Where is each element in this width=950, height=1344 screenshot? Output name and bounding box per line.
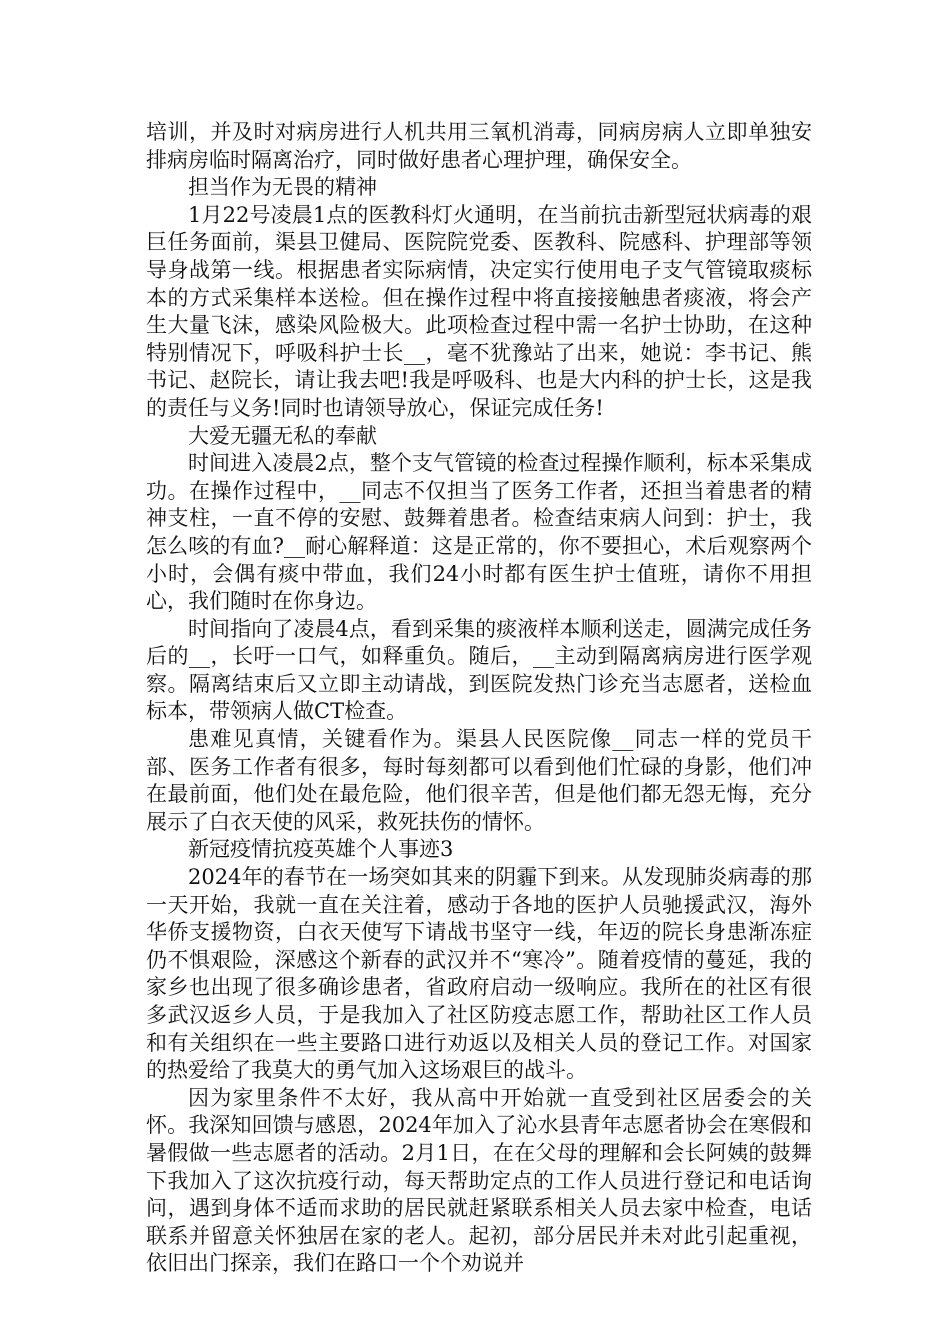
paragraph-4: 时间指向了凌晨4点，看到采集的痰液样本顺利送走，圆满完成任务后的__，长吁一口气，如释重负。随后，__主动到隔离病房进行医学观察。隔离结束后又立即主动请战，到医院发热门诊充当志愿者，送检血标本，带领病人做CT检查。 xyxy=(146,616,812,724)
section-heading-courage: 担当作为无畏的精神 xyxy=(188,175,377,200)
paragraph-5: 患难见真情，关键看作为。渠县人民医院像__同志一样的党员干部、医务工作者有很多，每时每刻都可以看到他们忙碌的身影，他们冲在最前面，他们处在最危险，他们很辛苦，但是他们都无怨无悔，充分展示了白衣天使的风采，救死扶伤的情怀。 xyxy=(146,727,812,834)
paragraph-1: 培训，并及时对病房进行人机共用三氧机消毒，同病房病人立即单独安排病房临时隔离治疗，同时做好患者心理护理，确保安全。 xyxy=(146,120,812,172)
paragraph-6: 2024年的春节在一场突如其来的阴霾下到来。从发现肺炎病毒的那一天开始，我就一直在关注着，感动于各地的医护人员驰援武汉，海外华侨支援物资，白衣天使写下请战书坚守一线，年迈的院长身患渐冻症仍不惧艰险，深感这个新春的武汉并不“寒冷”。随着疫情的蔓延，我的家乡也出现了很多确诊患者，省政府启动一级响应。我所在的社区有很多武汉返乡人员，于是我加入了社区防疫志愿工作，帮助社区工作人员和有关组织在一些主要路口进行劝返以及相关人员的登记工作。对国家的热爱给了我莫大的勇气加入这场艰巨的战斗。 xyxy=(146,865,812,1083)
section-heading-dedication: 大爱无疆无私的奉献 xyxy=(188,423,377,448)
paragraph-7: 因为家里条件不太好，我从高中开始就一直受到社区居委会的关怀。我深知回馈与感恩，2024年加入了沁水县青年志愿者协会在寒假和暑假做一些志愿者的活动。2月1日，在在父母的理解和会长阿姨的鼓舞下我加入了这次抗疫行动，每天帮助定点的工作人员进行登记和电话询问，遇到身体不适而求助的居民就赶紧联系相关人员去家中检查，电话联系并留意关怀独居在家的老人。起初，部分居民并未对此引起重视，依旧出门探亲，我们在路口一个个劝说并 xyxy=(146,1085,812,1276)
document-page xyxy=(146,119,812,1278)
section-heading-hero-story-3: 新冠疫情抗疫英雄个人事迹3 xyxy=(188,837,454,862)
paragraph-3: 时间进入凌晨2点，整个支气管镜的检查过程操作顺利，标本采集成功。在操作过程中，__同志不仅担当了医务工作者，还担当着患者的精神支柱，一直不停的安慰、鼓舞着患者。检查结束病人问到：护士，我怎么咳的有血?__耐心解释道：这是正常的，你不要担心，术后观察两个小时，会偶有痰中带血，我们24小时都有医生护士值班，请你不用担心，我们随时在你身边。 xyxy=(146,451,812,614)
paragraph-2: 1月22号凌晨1点的医教科灯火通明，在当前抗击新型冠状病毒的艰巨任务面前，渠县卫健局、医院院党委、医教科、院感科、护理部等领导身战第一线。根据患者实际病情，决定实行使用电子支气管镜取痰标本的方式采集样本送检。但在操作过程中将直接接触患者痰液，将会产生大量飞沫，感染风险极大。此项检查过程中需一名护士协助，在这种特别情况下，呼吸科护士长__，毫不犹豫站了出来，她说：李书记、熊书记、赵院长，请让我去吧!我是呼吸科、也是大内科的护士长，这是我的责任与义务!同时也请领导放心，保证完成任务! xyxy=(146,202,812,420)
